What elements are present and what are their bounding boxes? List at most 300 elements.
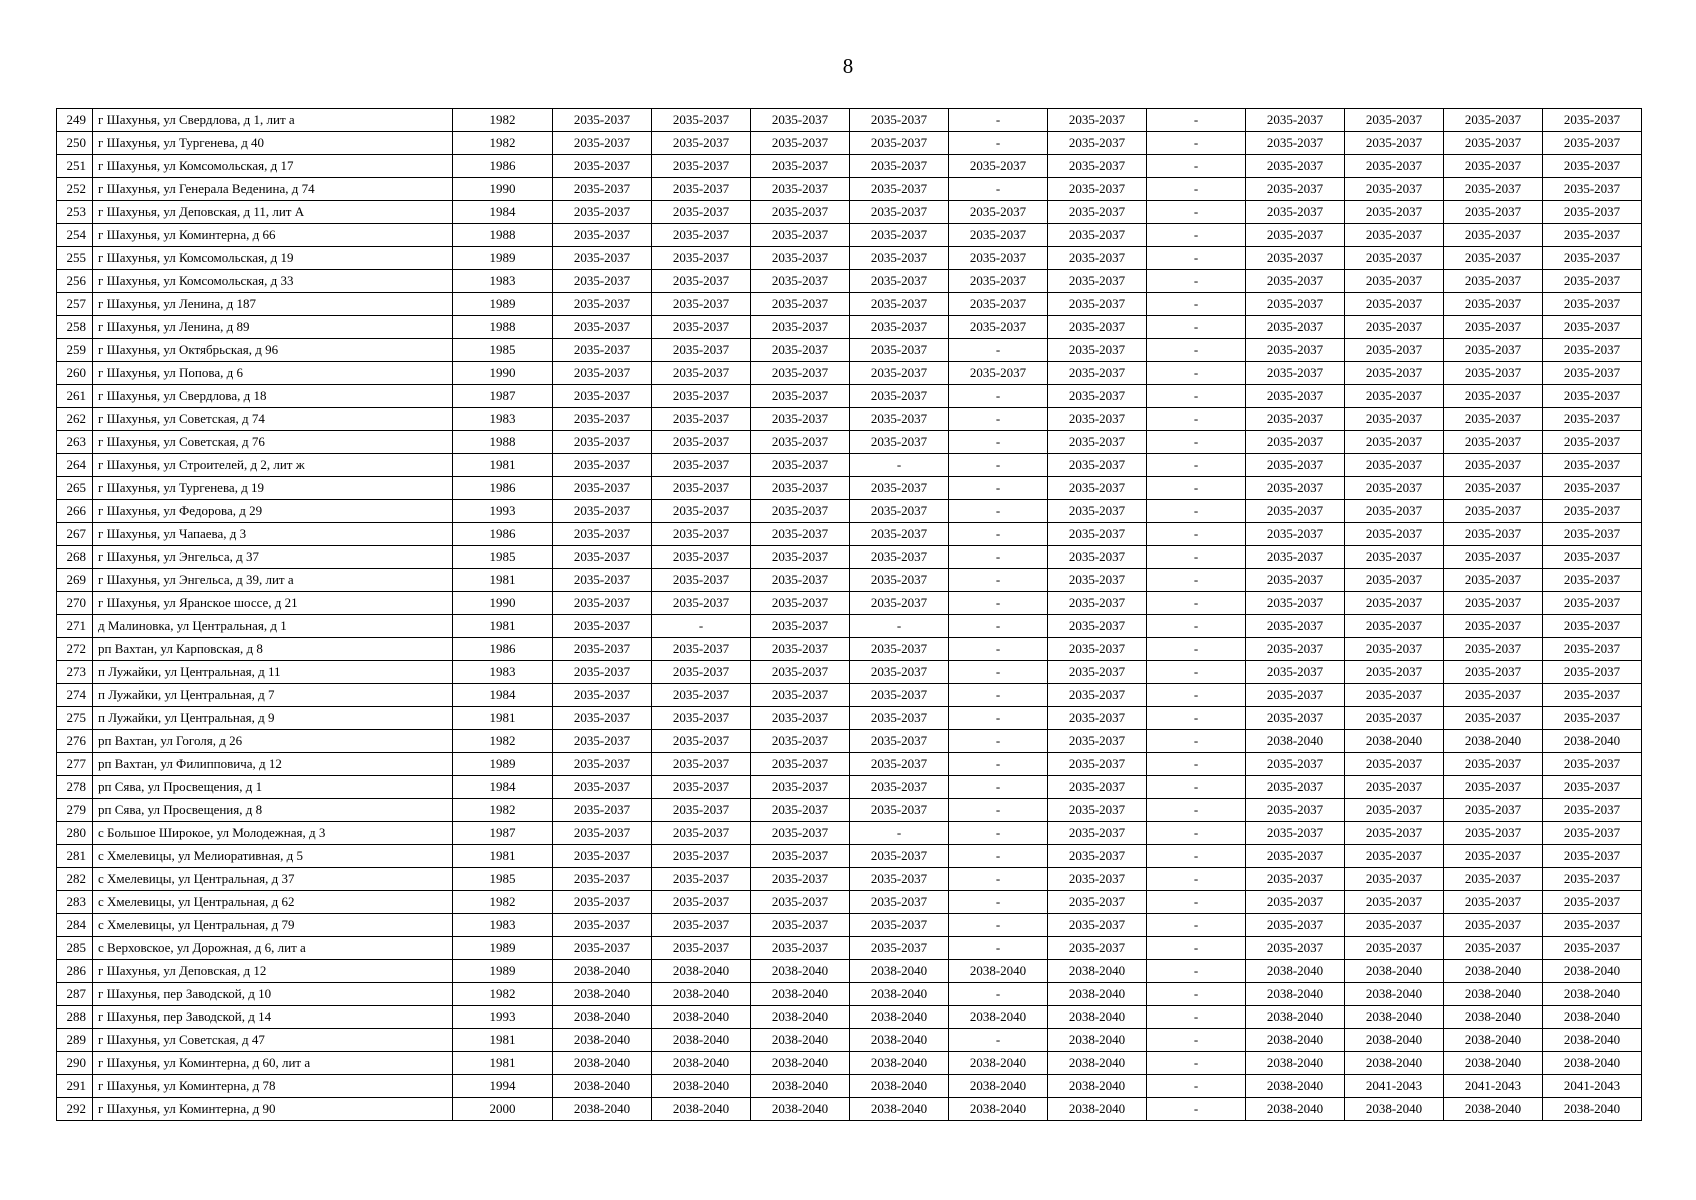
address-cell: с Хмелевицы, ул Центральная, д 37 bbox=[93, 868, 453, 891]
term-9-cell: 2035-2037 bbox=[1345, 500, 1444, 523]
term-2-cell: 2035-2037 bbox=[652, 109, 751, 132]
year-built-cell: 1981 bbox=[453, 1052, 553, 1075]
row-number-cell: 267 bbox=[57, 523, 93, 546]
term-1-cell: 2038-2040 bbox=[553, 1075, 652, 1098]
address-cell: г Шахунья, ул Октябрьская, д 96 bbox=[93, 339, 453, 362]
term-3-cell: 2035-2037 bbox=[751, 868, 850, 891]
term-3-cell: 2035-2037 bbox=[751, 201, 850, 224]
term-6-cell: 2035-2037 bbox=[1048, 155, 1147, 178]
term-11-cell: 2035-2037 bbox=[1543, 937, 1642, 960]
term-10-cell: 2035-2037 bbox=[1444, 753, 1543, 776]
term-7-cell: - bbox=[1147, 546, 1246, 569]
term-3-cell: 2035-2037 bbox=[751, 316, 850, 339]
year-built-cell: 1984 bbox=[453, 776, 553, 799]
address-cell: рп Сява, ул Просвещения, д 1 bbox=[93, 776, 453, 799]
term-2-cell: 2035-2037 bbox=[652, 293, 751, 316]
row-number-cell: 274 bbox=[57, 684, 93, 707]
term-10-cell: 2035-2037 bbox=[1444, 822, 1543, 845]
term-7-cell: - bbox=[1147, 339, 1246, 362]
term-7-cell: - bbox=[1147, 178, 1246, 201]
term-2-cell: 2038-2040 bbox=[652, 960, 751, 983]
term-6-cell: 2035-2037 bbox=[1048, 776, 1147, 799]
term-10-cell: 2035-2037 bbox=[1444, 891, 1543, 914]
term-9-cell: 2035-2037 bbox=[1345, 109, 1444, 132]
row-number-cell: 250 bbox=[57, 132, 93, 155]
term-4-cell: 2035-2037 bbox=[850, 592, 949, 615]
term-1-cell: 2035-2037 bbox=[553, 477, 652, 500]
term-4-cell: 2038-2040 bbox=[850, 960, 949, 983]
term-6-cell: 2035-2037 bbox=[1048, 293, 1147, 316]
term-8-cell: 2035-2037 bbox=[1246, 937, 1345, 960]
term-10-cell: 2035-2037 bbox=[1444, 615, 1543, 638]
term-3-cell: 2035-2037 bbox=[751, 293, 850, 316]
term-5-cell: 2035-2037 bbox=[949, 316, 1048, 339]
term-7-cell: - bbox=[1147, 477, 1246, 500]
term-8-cell: 2038-2040 bbox=[1246, 1029, 1345, 1052]
term-3-cell: 2038-2040 bbox=[751, 960, 850, 983]
term-9-cell: 2035-2037 bbox=[1345, 914, 1444, 937]
term-5-cell: 2038-2040 bbox=[949, 1006, 1048, 1029]
table-row bbox=[57, 408, 1642, 431]
term-6-cell: 2035-2037 bbox=[1048, 822, 1147, 845]
term-3-cell: 2035-2037 bbox=[751, 615, 850, 638]
term-3-cell: 2035-2037 bbox=[751, 799, 850, 822]
table-row bbox=[57, 730, 1642, 753]
term-6-cell: 2035-2037 bbox=[1048, 247, 1147, 270]
term-7-cell: - bbox=[1147, 707, 1246, 730]
address-cell: г Шахунья, ул Комсомольская, д 19 bbox=[93, 247, 453, 270]
table-row bbox=[57, 523, 1642, 546]
term-1-cell: 2035-2037 bbox=[553, 799, 652, 822]
term-1-cell: 2035-2037 bbox=[553, 523, 652, 546]
term-4-cell: 2038-2040 bbox=[850, 1029, 949, 1052]
term-3-cell: 2035-2037 bbox=[751, 178, 850, 201]
term-4-cell: 2038-2040 bbox=[850, 1075, 949, 1098]
term-5-cell: - bbox=[949, 178, 1048, 201]
term-2-cell: 2038-2040 bbox=[652, 1098, 751, 1121]
term-7-cell: - bbox=[1147, 1052, 1246, 1075]
term-6-cell: 2038-2040 bbox=[1048, 1052, 1147, 1075]
row-number-cell: 263 bbox=[57, 431, 93, 454]
term-1-cell: 2035-2037 bbox=[553, 776, 652, 799]
term-1-cell: 2038-2040 bbox=[553, 960, 652, 983]
address-cell: г Шахунья, ул Свердлова, д 1, лит а bbox=[93, 109, 453, 132]
term-4-cell: 2035-2037 bbox=[850, 201, 949, 224]
table-row bbox=[57, 247, 1642, 270]
term-10-cell: 2035-2037 bbox=[1444, 385, 1543, 408]
term-9-cell: 2035-2037 bbox=[1345, 224, 1444, 247]
term-5-cell: - bbox=[949, 707, 1048, 730]
term-1-cell: 2035-2037 bbox=[553, 937, 652, 960]
year-built-cell: 1986 bbox=[453, 155, 553, 178]
term-7-cell: - bbox=[1147, 845, 1246, 868]
term-7-cell: - bbox=[1147, 316, 1246, 339]
term-6-cell: 2035-2037 bbox=[1048, 408, 1147, 431]
term-9-cell: 2035-2037 bbox=[1345, 408, 1444, 431]
address-cell: г Шахунья, ул Коминтерна, д 66 bbox=[93, 224, 453, 247]
term-1-cell: 2035-2037 bbox=[553, 109, 652, 132]
term-7-cell: - bbox=[1147, 523, 1246, 546]
row-number-cell: 253 bbox=[57, 201, 93, 224]
term-3-cell: 2035-2037 bbox=[751, 638, 850, 661]
table-row bbox=[57, 431, 1642, 454]
table-row bbox=[57, 661, 1642, 684]
term-5-cell: - bbox=[949, 132, 1048, 155]
address-cell: рп Вахтан, ул Филипповича, д 12 bbox=[93, 753, 453, 776]
term-6-cell: 2035-2037 bbox=[1048, 178, 1147, 201]
term-8-cell: 2035-2037 bbox=[1246, 638, 1345, 661]
term-5-cell: - bbox=[949, 385, 1048, 408]
term-7-cell: - bbox=[1147, 224, 1246, 247]
term-2-cell: 2035-2037 bbox=[652, 845, 751, 868]
term-2-cell: - bbox=[652, 615, 751, 638]
term-9-cell: 2035-2037 bbox=[1345, 201, 1444, 224]
term-2-cell: 2035-2037 bbox=[652, 155, 751, 178]
term-5-cell: - bbox=[949, 109, 1048, 132]
term-7-cell: - bbox=[1147, 569, 1246, 592]
year-built-cell: 1989 bbox=[453, 753, 553, 776]
address-cell: г Шахунья, ул Тургенева, д 19 bbox=[93, 477, 453, 500]
table-row bbox=[57, 569, 1642, 592]
term-9-cell: 2038-2040 bbox=[1345, 983, 1444, 1006]
row-number-cell: 266 bbox=[57, 500, 93, 523]
address-cell: г Шахунья, ул Коминтерна, д 90 bbox=[93, 1098, 453, 1121]
term-3-cell: 2035-2037 bbox=[751, 339, 850, 362]
term-9-cell: 2035-2037 bbox=[1345, 615, 1444, 638]
term-11-cell: 2035-2037 bbox=[1543, 270, 1642, 293]
term-10-cell: 2035-2037 bbox=[1444, 454, 1543, 477]
term-3-cell: 2035-2037 bbox=[751, 408, 850, 431]
row-number-cell: 291 bbox=[57, 1075, 93, 1098]
term-5-cell: - bbox=[949, 638, 1048, 661]
term-6-cell: 2035-2037 bbox=[1048, 546, 1147, 569]
term-5-cell: - bbox=[949, 500, 1048, 523]
term-9-cell: 2035-2037 bbox=[1345, 316, 1444, 339]
term-10-cell: 2035-2037 bbox=[1444, 339, 1543, 362]
term-4-cell: 2035-2037 bbox=[850, 155, 949, 178]
row-number-cell: 278 bbox=[57, 776, 93, 799]
term-8-cell: 2035-2037 bbox=[1246, 431, 1345, 454]
address-cell: г Шахунья, ул Чапаева, д 3 bbox=[93, 523, 453, 546]
term-7-cell: - bbox=[1147, 891, 1246, 914]
term-8-cell: 2035-2037 bbox=[1246, 546, 1345, 569]
housing-repair-schedule-table bbox=[56, 108, 1642, 1121]
term-5-cell: - bbox=[949, 914, 1048, 937]
term-8-cell: 2035-2037 bbox=[1246, 293, 1345, 316]
term-11-cell: 2035-2037 bbox=[1543, 615, 1642, 638]
address-cell: п Лужайки, ул Центральная, д 11 bbox=[93, 661, 453, 684]
year-built-cell: 1987 bbox=[453, 385, 553, 408]
term-5-cell: - bbox=[949, 891, 1048, 914]
term-9-cell: 2035-2037 bbox=[1345, 891, 1444, 914]
term-11-cell: 2035-2037 bbox=[1543, 339, 1642, 362]
row-number-cell: 280 bbox=[57, 822, 93, 845]
term-4-cell: 2038-2040 bbox=[850, 1098, 949, 1121]
term-5-cell: 2035-2037 bbox=[949, 362, 1048, 385]
term-4-cell: 2035-2037 bbox=[850, 638, 949, 661]
table-row bbox=[57, 362, 1642, 385]
address-cell: г Шахунья, ул Попова, д 6 bbox=[93, 362, 453, 385]
table-row bbox=[57, 1029, 1642, 1052]
term-6-cell: 2035-2037 bbox=[1048, 523, 1147, 546]
term-7-cell: - bbox=[1147, 1029, 1246, 1052]
term-2-cell: 2035-2037 bbox=[652, 316, 751, 339]
term-9-cell: 2038-2040 bbox=[1345, 960, 1444, 983]
term-9-cell: 2041-2043 bbox=[1345, 1075, 1444, 1098]
address-cell: г Шахунья, ул Ленина, д 187 bbox=[93, 293, 453, 316]
term-3-cell: 2035-2037 bbox=[751, 753, 850, 776]
term-8-cell: 2038-2040 bbox=[1246, 960, 1345, 983]
term-2-cell: 2035-2037 bbox=[652, 477, 751, 500]
term-3-cell: 2038-2040 bbox=[751, 1052, 850, 1075]
term-7-cell: - bbox=[1147, 914, 1246, 937]
term-5-cell: - bbox=[949, 983, 1048, 1006]
term-7-cell: - bbox=[1147, 1098, 1246, 1121]
term-1-cell: 2035-2037 bbox=[553, 454, 652, 477]
term-2-cell: 2035-2037 bbox=[652, 776, 751, 799]
term-11-cell: 2035-2037 bbox=[1543, 845, 1642, 868]
table-row bbox=[57, 822, 1642, 845]
term-11-cell: 2035-2037 bbox=[1543, 408, 1642, 431]
term-2-cell: 2035-2037 bbox=[652, 569, 751, 592]
term-1-cell: 2035-2037 bbox=[553, 408, 652, 431]
term-3-cell: 2035-2037 bbox=[751, 684, 850, 707]
term-10-cell: 2035-2037 bbox=[1444, 914, 1543, 937]
table-row bbox=[57, 684, 1642, 707]
term-8-cell: 2035-2037 bbox=[1246, 109, 1345, 132]
address-cell: с Хмелевицы, ул Центральная, д 79 bbox=[93, 914, 453, 937]
term-9-cell: 2035-2037 bbox=[1345, 753, 1444, 776]
term-5-cell: 2035-2037 bbox=[949, 201, 1048, 224]
year-built-cell: 1993 bbox=[453, 500, 553, 523]
row-number-cell: 285 bbox=[57, 937, 93, 960]
term-1-cell: 2035-2037 bbox=[553, 431, 652, 454]
year-built-cell: 1990 bbox=[453, 362, 553, 385]
term-2-cell: 2035-2037 bbox=[652, 937, 751, 960]
term-11-cell: 2038-2040 bbox=[1543, 1098, 1642, 1121]
term-5-cell: - bbox=[949, 569, 1048, 592]
term-1-cell: 2035-2037 bbox=[553, 293, 652, 316]
term-1-cell: 2035-2037 bbox=[553, 845, 652, 868]
term-3-cell: 2035-2037 bbox=[751, 776, 850, 799]
address-cell: г Шахунья, ул Тургенева, д 40 bbox=[93, 132, 453, 155]
year-built-cell: 1983 bbox=[453, 914, 553, 937]
term-1-cell: 2035-2037 bbox=[553, 891, 652, 914]
term-9-cell: 2038-2040 bbox=[1345, 1098, 1444, 1121]
term-6-cell: 2035-2037 bbox=[1048, 937, 1147, 960]
table-row bbox=[57, 776, 1642, 799]
term-3-cell: 2035-2037 bbox=[751, 845, 850, 868]
term-6-cell: 2035-2037 bbox=[1048, 431, 1147, 454]
row-number-cell: 275 bbox=[57, 707, 93, 730]
term-6-cell: 2035-2037 bbox=[1048, 270, 1147, 293]
term-4-cell: 2035-2037 bbox=[850, 224, 949, 247]
term-9-cell: 2035-2037 bbox=[1345, 569, 1444, 592]
term-11-cell: 2035-2037 bbox=[1543, 316, 1642, 339]
year-built-cell: 1985 bbox=[453, 868, 553, 891]
term-7-cell: - bbox=[1147, 638, 1246, 661]
table-row bbox=[57, 592, 1642, 615]
term-4-cell: 2035-2037 bbox=[850, 293, 949, 316]
table-body bbox=[57, 109, 1642, 1121]
term-3-cell: 2038-2040 bbox=[751, 1029, 850, 1052]
term-5-cell: - bbox=[949, 730, 1048, 753]
term-9-cell: 2035-2037 bbox=[1345, 293, 1444, 316]
term-5-cell: - bbox=[949, 868, 1048, 891]
term-8-cell: 2035-2037 bbox=[1246, 362, 1345, 385]
term-11-cell: 2035-2037 bbox=[1543, 431, 1642, 454]
term-11-cell: 2035-2037 bbox=[1543, 385, 1642, 408]
term-6-cell: 2038-2040 bbox=[1048, 1029, 1147, 1052]
year-built-cell: 1989 bbox=[453, 960, 553, 983]
term-2-cell: 2035-2037 bbox=[652, 868, 751, 891]
year-built-cell: 1982 bbox=[453, 891, 553, 914]
term-5-cell: 2035-2037 bbox=[949, 224, 1048, 247]
year-built-cell: 1986 bbox=[453, 523, 553, 546]
term-2-cell: 2035-2037 bbox=[652, 730, 751, 753]
term-9-cell: 2035-2037 bbox=[1345, 362, 1444, 385]
term-11-cell: 2035-2037 bbox=[1543, 477, 1642, 500]
term-10-cell: 2035-2037 bbox=[1444, 431, 1543, 454]
term-5-cell: - bbox=[949, 822, 1048, 845]
term-2-cell: 2035-2037 bbox=[652, 753, 751, 776]
term-4-cell: 2038-2040 bbox=[850, 1006, 949, 1029]
term-3-cell: 2038-2040 bbox=[751, 1075, 850, 1098]
term-5-cell: - bbox=[949, 454, 1048, 477]
term-2-cell: 2035-2037 bbox=[652, 385, 751, 408]
term-9-cell: 2035-2037 bbox=[1345, 776, 1444, 799]
term-8-cell: 2035-2037 bbox=[1246, 178, 1345, 201]
row-number-cell: 279 bbox=[57, 799, 93, 822]
term-6-cell: 2035-2037 bbox=[1048, 316, 1147, 339]
term-6-cell: 2035-2037 bbox=[1048, 454, 1147, 477]
term-1-cell: 2035-2037 bbox=[553, 707, 652, 730]
address-cell: с Верховское, ул Дорожная, д 6, лит а bbox=[93, 937, 453, 960]
term-4-cell: 2035-2037 bbox=[850, 362, 949, 385]
term-1-cell: 2035-2037 bbox=[553, 362, 652, 385]
term-5-cell: 2035-2037 bbox=[949, 155, 1048, 178]
row-number-cell: 268 bbox=[57, 546, 93, 569]
term-10-cell: 2035-2037 bbox=[1444, 546, 1543, 569]
term-10-cell: 2035-2037 bbox=[1444, 776, 1543, 799]
term-4-cell: 2035-2037 bbox=[850, 891, 949, 914]
term-7-cell: - bbox=[1147, 293, 1246, 316]
term-1-cell: 2035-2037 bbox=[553, 500, 652, 523]
row-number-cell: 282 bbox=[57, 868, 93, 891]
term-10-cell: 2035-2037 bbox=[1444, 684, 1543, 707]
term-10-cell: 2035-2037 bbox=[1444, 316, 1543, 339]
row-number-cell: 269 bbox=[57, 569, 93, 592]
term-8-cell: 2035-2037 bbox=[1246, 891, 1345, 914]
term-3-cell: 2035-2037 bbox=[751, 224, 850, 247]
term-7-cell: - bbox=[1147, 201, 1246, 224]
term-2-cell: 2035-2037 bbox=[652, 270, 751, 293]
term-8-cell: 2035-2037 bbox=[1246, 500, 1345, 523]
term-6-cell: 2038-2040 bbox=[1048, 1098, 1147, 1121]
term-11-cell: 2035-2037 bbox=[1543, 362, 1642, 385]
term-2-cell: 2035-2037 bbox=[652, 546, 751, 569]
address-cell: рп Вахтан, ул Карповская, д 8 bbox=[93, 638, 453, 661]
year-built-cell: 1986 bbox=[453, 477, 553, 500]
term-2-cell: 2035-2037 bbox=[652, 799, 751, 822]
term-7-cell: - bbox=[1147, 960, 1246, 983]
year-built-cell: 1984 bbox=[453, 684, 553, 707]
term-7-cell: - bbox=[1147, 109, 1246, 132]
year-built-cell: 1981 bbox=[453, 454, 553, 477]
term-2-cell: 2038-2040 bbox=[652, 1006, 751, 1029]
term-10-cell: 2035-2037 bbox=[1444, 569, 1543, 592]
term-3-cell: 2035-2037 bbox=[751, 707, 850, 730]
row-number-cell: 286 bbox=[57, 960, 93, 983]
year-built-cell: 1993 bbox=[453, 1006, 553, 1029]
term-9-cell: 2035-2037 bbox=[1345, 385, 1444, 408]
term-11-cell: 2038-2040 bbox=[1543, 960, 1642, 983]
term-1-cell: 2035-2037 bbox=[553, 155, 652, 178]
term-4-cell: 2035-2037 bbox=[850, 523, 949, 546]
term-6-cell: 2035-2037 bbox=[1048, 569, 1147, 592]
term-7-cell: - bbox=[1147, 247, 1246, 270]
term-10-cell: 2035-2037 bbox=[1444, 270, 1543, 293]
address-cell: г Шахунья, ул Коминтерна, д 78 bbox=[93, 1075, 453, 1098]
term-10-cell: 2035-2037 bbox=[1444, 868, 1543, 891]
term-8-cell: 2038-2040 bbox=[1246, 983, 1345, 1006]
term-3-cell: 2035-2037 bbox=[751, 546, 850, 569]
term-1-cell: 2035-2037 bbox=[553, 385, 652, 408]
term-3-cell: 2038-2040 bbox=[751, 1006, 850, 1029]
address-cell: с Большое Широкое, ул Молодежная, д 3 bbox=[93, 822, 453, 845]
row-number-cell: 288 bbox=[57, 1006, 93, 1029]
term-3-cell: 2035-2037 bbox=[751, 500, 850, 523]
term-11-cell: 2035-2037 bbox=[1543, 293, 1642, 316]
term-11-cell: 2038-2040 bbox=[1543, 730, 1642, 753]
term-4-cell: 2035-2037 bbox=[850, 730, 949, 753]
year-built-cell: 1983 bbox=[453, 270, 553, 293]
term-11-cell: 2035-2037 bbox=[1543, 799, 1642, 822]
term-9-cell: 2035-2037 bbox=[1345, 684, 1444, 707]
term-4-cell: 2038-2040 bbox=[850, 1052, 949, 1075]
term-3-cell: 2035-2037 bbox=[751, 385, 850, 408]
row-number-cell: 287 bbox=[57, 983, 93, 1006]
table-row bbox=[57, 316, 1642, 339]
table-row bbox=[57, 385, 1642, 408]
table-row bbox=[57, 937, 1642, 960]
term-9-cell: 2035-2037 bbox=[1345, 845, 1444, 868]
term-6-cell: 2035-2037 bbox=[1048, 730, 1147, 753]
term-1-cell: 2035-2037 bbox=[553, 684, 652, 707]
table-row bbox=[57, 1075, 1642, 1098]
address-cell: г Шахунья, ул Федорова, д 29 bbox=[93, 500, 453, 523]
term-9-cell: 2035-2037 bbox=[1345, 868, 1444, 891]
term-11-cell: 2035-2037 bbox=[1543, 776, 1642, 799]
row-number-cell: 252 bbox=[57, 178, 93, 201]
term-4-cell: 2035-2037 bbox=[850, 546, 949, 569]
term-2-cell: 2035-2037 bbox=[652, 661, 751, 684]
term-5-cell: - bbox=[949, 1029, 1048, 1052]
table-row bbox=[57, 615, 1642, 638]
row-number-cell: 257 bbox=[57, 293, 93, 316]
row-number-cell: 256 bbox=[57, 270, 93, 293]
row-number-cell: 273 bbox=[57, 661, 93, 684]
term-9-cell: 2035-2037 bbox=[1345, 546, 1444, 569]
row-number-cell: 262 bbox=[57, 408, 93, 431]
term-7-cell: - bbox=[1147, 730, 1246, 753]
year-built-cell: 1986 bbox=[453, 638, 553, 661]
term-9-cell: 2035-2037 bbox=[1345, 431, 1444, 454]
address-cell: г Шахунья, ул Деповская, д 11, лит А bbox=[93, 201, 453, 224]
address-cell: г Шахунья, ул Советская, д 74 bbox=[93, 408, 453, 431]
row-number-cell: 249 bbox=[57, 109, 93, 132]
term-11-cell: 2035-2037 bbox=[1543, 684, 1642, 707]
